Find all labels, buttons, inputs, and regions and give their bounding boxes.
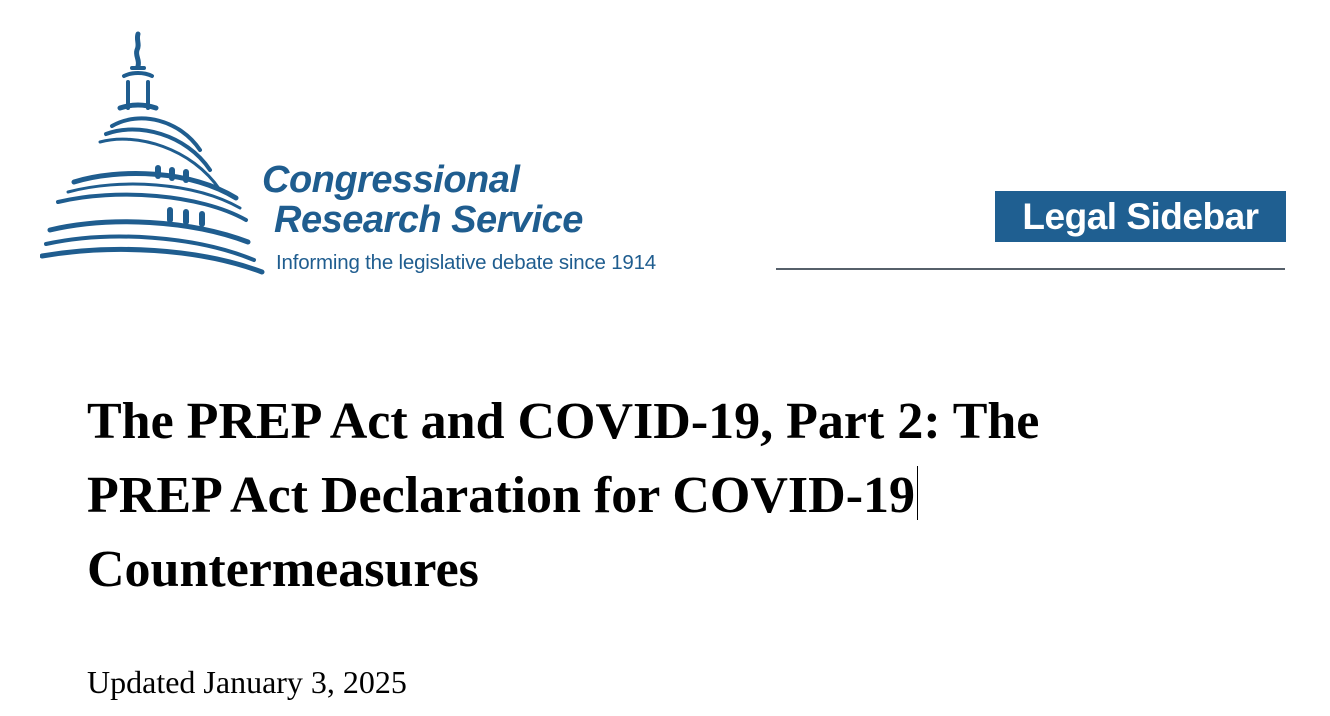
title-line-2-text: PREP Act Declaration for COVID-19 <box>87 467 916 524</box>
legal-sidebar-badge: Legal Sidebar <box>995 191 1286 242</box>
updated-date: Updated January 3, 2025 <box>87 664 407 700</box>
title-line-3: Countermeasures <box>87 541 479 598</box>
document-title <box>87 385 1187 607</box>
title-line-2 <box>87 459 1187 533</box>
capitol-dome-icon <box>40 30 290 275</box>
org-name-line2: Research Service <box>274 199 583 241</box>
tagline: Informing the legislative debate since 1914 <box>276 251 657 274</box>
title-line-1: The PREP Act and COVID-19, Part 2: The <box>87 393 1040 450</box>
text-cursor <box>917 466 918 520</box>
org-name-line1: Congressional <box>262 159 520 201</box>
org-name <box>262 160 583 240</box>
header-divider <box>776 268 1285 270</box>
